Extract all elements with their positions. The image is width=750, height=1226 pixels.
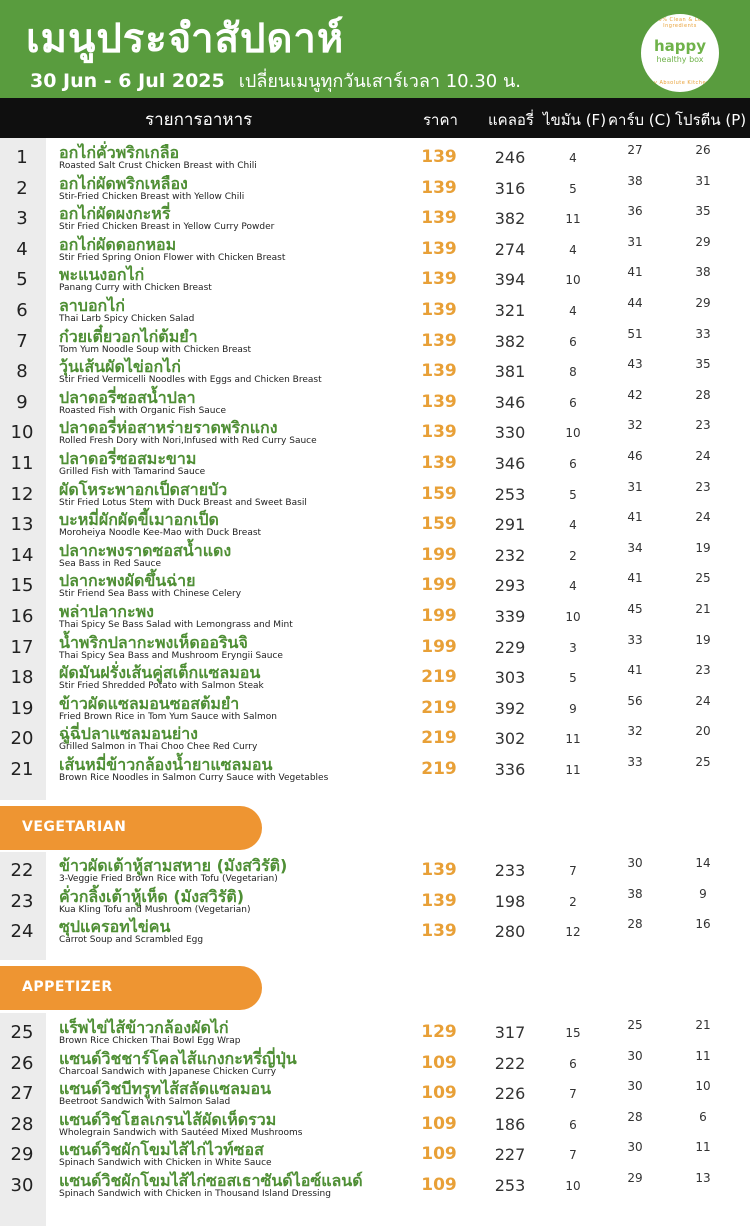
item-calories: 303 — [494, 668, 526, 687]
item-english-name: Beetroot Sandwich with Salmon Salad — [59, 1097, 231, 1107]
item-fat: 5 — [569, 488, 577, 502]
item-calories: 316 — [494, 179, 526, 198]
item-price: 219 — [421, 667, 457, 687]
item-carb: 41 — [627, 265, 643, 279]
item-carb: 25 — [627, 1018, 643, 1032]
item-price: 139 — [421, 300, 457, 320]
item-thai-name: บะหมี่ผักผัดขี้เมาอกเป็ด — [59, 510, 219, 529]
item-carb: 30 — [627, 1079, 643, 1093]
item-carb: 41 — [627, 663, 643, 677]
item-carb: 31 — [627, 235, 643, 249]
item-number: 5 — [16, 269, 28, 290]
item-thai-name: แร็พไข่ไส้ข้าวกล้องผัดไก่ — [59, 1018, 229, 1037]
item-number: 4 — [16, 239, 28, 260]
item-fat: 2 — [569, 549, 577, 563]
item-english-name: Thai Spicy Se Bass Salad with Lemongrass and Mint — [59, 620, 293, 630]
item-protein: 24 — [695, 449, 711, 463]
item-english-name: Panang Curry with Chicken Breast — [59, 283, 212, 293]
item-carb: 51 — [627, 327, 643, 341]
item-carb: 28 — [627, 1110, 643, 1124]
item-carb: 33 — [627, 633, 643, 647]
logo-sub: healthy box — [656, 55, 704, 64]
item-calories: 291 — [494, 515, 526, 534]
item-carb: 29 — [627, 1171, 643, 1185]
item-number: 24 — [10, 921, 34, 942]
item-price: 139 — [421, 891, 457, 911]
item-thai-name: ก๋วยเตี๋ยวอกไก่ต้มยำ — [59, 327, 198, 346]
item-protein: 24 — [695, 694, 711, 708]
change-note: เปลี่ยนเมนูทุกวันเสาร์เวลา 10.30 น. — [238, 71, 522, 92]
item-calories: 280 — [494, 922, 526, 941]
item-calories: 198 — [494, 892, 526, 911]
item-thai-name: ปลาดอรี่ซอสมะขาม — [59, 449, 197, 468]
section-banner — [0, 966, 262, 1010]
item-protein: 11 — [695, 1049, 711, 1063]
item-price: 219 — [421, 728, 457, 748]
item-calories: 317 — [494, 1023, 526, 1042]
item-fat: 2 — [569, 895, 577, 909]
item-fat: 7 — [569, 1087, 577, 1101]
item-number: 7 — [16, 331, 28, 352]
item-calories: 321 — [494, 301, 526, 320]
menu-row — [0, 1140, 750, 1170]
item-carb: 36 — [627, 204, 643, 218]
item-english-name: Spinach Sandwich with Chicken in White Sauce — [59, 1158, 272, 1168]
item-price: 199 — [421, 545, 457, 565]
item-protein: 14 — [695, 856, 711, 870]
item-english-name: Thai Spicy Sea Bass and Mushroom Eryngii Sauce — [59, 651, 283, 661]
menu-row — [0, 694, 750, 724]
item-carb: 33 — [627, 755, 643, 769]
item-english-name: Stir Fried Lotus Stem with Duck Breast and Sweet Basil — [59, 498, 307, 508]
item-thai-name: ผัดโหระพาอกเป็ดสายบัว — [59, 480, 228, 499]
item-protein: 25 — [695, 571, 711, 585]
item-calories: 227 — [494, 1145, 526, 1164]
item-fat: 6 — [569, 457, 577, 471]
menu-row — [0, 541, 750, 571]
item-fat: 3 — [569, 641, 577, 655]
item-price: 109 — [421, 1114, 457, 1134]
item-price: 139 — [421, 860, 457, 880]
item-calories: 339 — [494, 607, 526, 626]
item-calories: 346 — [494, 393, 526, 412]
item-english-name: Stir Fried Spring Onion Flower with Chicken Breast — [59, 253, 286, 263]
col-protein: โปรตีน (P) — [675, 111, 747, 129]
item-thai-name: วุ้นเส้นผัดไข่อกไก่ — [59, 357, 181, 376]
col-fat: ไขมัน (F) — [543, 111, 607, 129]
item-number: 21 — [10, 759, 34, 780]
item-fat: 10 — [565, 610, 581, 624]
menu-row — [0, 755, 750, 785]
item-fat: 4 — [569, 243, 577, 257]
item-thai-name: อกไก่ผัดผงกะหรี่ — [59, 204, 171, 223]
item-fat: 12 — [565, 925, 581, 939]
item-english-name: Spinach Sandwich with Chicken in Thousand Island Dressing — [59, 1189, 331, 1199]
item-fat: 5 — [569, 182, 577, 196]
item-calories: 382 — [494, 209, 526, 228]
item-fat: 10 — [565, 273, 581, 287]
item-number: 23 — [10, 891, 34, 912]
menu-row — [0, 480, 750, 510]
item-number: 13 — [10, 514, 34, 535]
item-thai-name: คั่วกลิ้งเต้าหู้เห็ด (มังสวิรัติ) — [59, 887, 245, 906]
item-fat: 10 — [565, 426, 581, 440]
item-thai-name: พะแนงอกไก่ — [59, 265, 145, 284]
item-carb: 30 — [627, 1049, 643, 1063]
item-english-name: Roasted Salt Crust Chicken Breast with Chili — [59, 161, 257, 171]
item-protein: 24 — [695, 510, 711, 524]
item-number: 2 — [16, 178, 28, 199]
item-price: 109 — [421, 1053, 457, 1073]
item-protein: 28 — [695, 388, 711, 402]
item-thai-name: อกไก่ผัดพริกเหลือง — [59, 174, 188, 193]
col-carb: คาร์บ (C) — [608, 111, 671, 129]
item-price: 109 — [421, 1144, 457, 1164]
menu-row — [0, 724, 750, 754]
item-english-name: Stir Fried Shredded Potato with Salmon Steak — [59, 681, 264, 691]
item-fat: 11 — [565, 732, 581, 746]
item-thai-name: แซนด์วิชโฮลเกรนไส้ผัดเห็ดรวม — [59, 1110, 277, 1129]
item-number: 10 — [10, 422, 34, 443]
item-carb: 32 — [627, 724, 643, 738]
item-protein: 31 — [695, 174, 711, 188]
item-fat: 4 — [569, 151, 577, 165]
menu-row — [0, 510, 750, 540]
item-calories: 302 — [494, 729, 526, 748]
menu-row — [0, 327, 750, 357]
item-carb: 45 — [627, 602, 643, 616]
item-carb: 41 — [627, 510, 643, 524]
item-protein: 10 — [695, 1079, 711, 1093]
item-price: 139 — [421, 422, 457, 442]
logo-ring-bottom: by Absolute Kitchen — [650, 80, 710, 86]
menu-row — [0, 357, 750, 387]
menu-row — [0, 1079, 750, 1109]
item-carb: 34 — [627, 541, 643, 555]
item-fat: 6 — [569, 335, 577, 349]
item-protein: 20 — [695, 724, 711, 738]
menu-row — [0, 1018, 750, 1048]
item-english-name: Sea Bass in Red Sauce — [59, 559, 161, 569]
item-fat: 6 — [569, 1118, 577, 1132]
item-number: 14 — [10, 545, 34, 566]
item-price: 199 — [421, 606, 457, 626]
item-fat: 15 — [565, 1026, 581, 1040]
item-number: 8 — [16, 361, 28, 382]
item-number: 15 — [10, 575, 34, 596]
item-protein: 33 — [695, 327, 711, 341]
item-calories: 222 — [494, 1054, 526, 1073]
menu-row — [0, 388, 750, 418]
item-price: 139 — [421, 361, 457, 381]
item-price: 139 — [421, 147, 457, 167]
item-thai-name: แซนด์วิชผักโขมไส้ไก่ซอสเธาซันด์ไอซ์แลนด์ — [59, 1171, 363, 1190]
item-number: 30 — [10, 1175, 34, 1196]
item-number: 19 — [10, 698, 34, 719]
menu-row — [0, 571, 750, 601]
menu-row — [0, 887, 750, 917]
item-thai-name: แซนด์วิชผักโขมไส้ไก่ไวท์ซอส — [59, 1140, 264, 1159]
item-english-name: Brown Rice Noodles in Salmon Curry Sauce with Vegetables — [59, 773, 329, 783]
section-title: APPETIZER — [22, 979, 113, 995]
item-carb: 44 — [627, 296, 643, 310]
menu-row — [0, 418, 750, 448]
item-carb: 43 — [627, 357, 643, 371]
item-price: 139 — [421, 331, 457, 351]
menu-row — [0, 174, 750, 204]
item-calories: 226 — [494, 1084, 526, 1103]
item-protein: 19 — [695, 541, 711, 555]
item-price: 109 — [421, 1083, 457, 1103]
item-english-name: Brown Rice Chicken Thai Bowl Egg Wrap — [59, 1036, 241, 1046]
section-title: VEGETARIAN — [22, 819, 127, 835]
item-price: 139 — [421, 921, 457, 941]
item-fat: 5 — [569, 671, 577, 685]
item-protein: 38 — [695, 265, 711, 279]
menu-row — [0, 204, 750, 234]
item-price: 159 — [421, 484, 457, 504]
item-english-name: Stir Fried Chicken Breast in Yellow Curry Powder — [59, 222, 275, 232]
item-english-name: Fried Brown Rice in Tom Yum Sauce with Salmon — [59, 712, 277, 722]
menu-row — [0, 917, 750, 947]
item-fat: 10 — [565, 1179, 581, 1193]
item-price: 219 — [421, 759, 457, 779]
item-calories: 336 — [494, 760, 526, 779]
item-thai-name: แซนด์วิชชาร์โคลไส้แกงกะหรี่ญี่ปุ่น — [59, 1049, 297, 1068]
item-number: 3 — [16, 208, 28, 229]
item-number: 9 — [16, 392, 28, 413]
item-english-name: Charcoal Sandwich with Japanese Chicken Curry — [59, 1067, 277, 1077]
col-item: รายการอาหาร — [145, 110, 253, 130]
item-english-name: Roasted Fish with Organic Fish Sauce — [59, 406, 226, 416]
item-english-name: Carrot Soup and Scrambled Egg — [59, 935, 204, 945]
logo-ring-top: 100% Clean & Lean Ingredients — [651, 17, 709, 29]
header-bar — [0, 0, 750, 98]
item-thai-name: แซนด์วิชบีทรูทไส้สลัดแซลมอน — [59, 1079, 272, 1098]
item-price: 139 — [421, 208, 457, 228]
item-protein: 23 — [695, 418, 711, 432]
item-number: 27 — [10, 1083, 34, 1104]
item-price: 129 — [421, 1022, 457, 1042]
date-line — [30, 66, 521, 95]
item-carb: 28 — [627, 917, 643, 931]
item-carb: 56 — [627, 694, 643, 708]
menu-row — [0, 265, 750, 295]
menu-row — [0, 633, 750, 663]
item-english-name: Stir Friend Sea Bass with Chinese Celery — [59, 589, 242, 599]
item-price: 219 — [421, 698, 457, 718]
col-price: ราคา — [423, 111, 458, 129]
item-number: 29 — [10, 1144, 34, 1165]
item-english-name: Stir Fried Vermicelli Noodles with Eggs and Chicken Breast — [59, 375, 322, 385]
item-calories: 232 — [494, 546, 526, 565]
item-number: 12 — [10, 484, 34, 505]
item-thai-name: น้ำพริกปลากะพงเห็ดออรินจิ — [59, 633, 248, 652]
item-fat: 11 — [565, 763, 581, 777]
item-fat: 4 — [569, 518, 577, 532]
item-number: 20 — [10, 728, 34, 749]
item-number: 22 — [10, 860, 34, 881]
item-carb: 38 — [627, 174, 643, 188]
item-protein: 29 — [695, 235, 711, 249]
item-carb: 38 — [627, 887, 643, 901]
item-fat: 4 — [569, 304, 577, 318]
menu-row — [0, 602, 750, 632]
item-fat: 9 — [569, 702, 577, 716]
item-carb: 27 — [627, 143, 643, 157]
menu-row — [0, 296, 750, 326]
item-thai-name: ปลาดอรี่ห่อสาหร่ายราดพริกแกง — [59, 418, 278, 437]
item-fat: 7 — [569, 864, 577, 878]
item-thai-name: พล่าปลากะพง — [59, 602, 154, 621]
item-english-name: Rolled Fresh Dory with Nori,Infused with Red Curry Sauce — [59, 436, 317, 446]
item-calories: 330 — [494, 423, 526, 442]
item-thai-name: ฉู่ฉี่ปลาแซลมอนย่าง — [59, 724, 198, 743]
item-calories: 382 — [494, 332, 526, 351]
date-range: 30 Jun - 6 Jul 2025 — [30, 70, 225, 92]
item-protein: 23 — [695, 480, 711, 494]
item-protein: 26 — [695, 143, 711, 157]
item-carb: 41 — [627, 571, 643, 585]
item-english-name: Kua Kling Tofu and Mushroom (Vegetarian) — [59, 905, 251, 915]
item-english-name: 3-Veggie Fried Brown Rice with Tofu (Vegetarian) — [59, 874, 278, 884]
item-english-name: Moroheiya Noodle Kee-Mao with Duck Breast — [59, 528, 262, 538]
item-thai-name: ปลากะพงผัดขึ้นฉ่าย — [59, 571, 196, 590]
column-header — [0, 98, 750, 138]
item-number: 6 — [16, 300, 28, 321]
item-number: 11 — [10, 453, 34, 474]
item-calories: 233 — [494, 861, 526, 880]
item-protein: 6 — [699, 1110, 707, 1124]
item-thai-name: เส้นหมี่ข้าวกล้องน้ำยาแซลมอน — [59, 755, 273, 774]
item-carb: 46 — [627, 449, 643, 463]
item-thai-name: ซุปแครอทไข่คน — [59, 917, 171, 936]
item-price: 159 — [421, 514, 457, 534]
item-fat: 8 — [569, 365, 577, 379]
item-english-name: Grilled Fish with Tamarind Sauce — [59, 467, 206, 477]
item-calories: 246 — [494, 148, 526, 167]
item-protein: 19 — [695, 633, 711, 647]
item-english-name: Grilled Salmon in Thai Choo Chee Red Curry — [59, 742, 258, 752]
brand-logo — [641, 14, 719, 92]
item-protein: 9 — [699, 887, 707, 901]
item-carb: 30 — [627, 1140, 643, 1154]
item-fat: 6 — [569, 1057, 577, 1071]
item-number: 16 — [10, 606, 34, 627]
item-number: 18 — [10, 667, 34, 688]
item-english-name: Tom Yum Noodle Soup with Chicken Breast — [59, 345, 252, 355]
item-thai-name: ข้าวผัดเต้าหู้สามสหาย (มังสวิรัติ) — [59, 856, 288, 875]
item-calories: 274 — [494, 240, 526, 259]
item-thai-name: อกไก่ผัดดอกหอม — [59, 235, 177, 254]
item-thai-name: ปลากะพงราดซอสน้ำแดง — [59, 541, 232, 560]
item-fat: 11 — [565, 212, 581, 226]
section-banner — [0, 806, 262, 850]
item-fat: 4 — [569, 579, 577, 593]
item-price: 139 — [421, 178, 457, 198]
logo-word: happy — [653, 37, 707, 55]
item-protein: 21 — [695, 1018, 711, 1032]
item-calories: 253 — [494, 1176, 526, 1195]
item-fat: 6 — [569, 396, 577, 410]
menu-row — [0, 449, 750, 479]
item-calories: 229 — [494, 638, 526, 657]
col-calories: แคลอรี่ — [488, 111, 534, 129]
item-english-name: Thai Larb Spicy Chicken Salad — [59, 314, 195, 324]
item-price: 139 — [421, 269, 457, 289]
item-thai-name: อกไก่คั่วพริกเกลือ — [59, 143, 180, 162]
item-protein: 25 — [695, 755, 711, 769]
item-protein: 23 — [695, 663, 711, 677]
item-carb: 42 — [627, 388, 643, 402]
item-protein: 21 — [695, 602, 711, 616]
item-calories: 381 — [494, 362, 526, 381]
item-price: 139 — [421, 453, 457, 473]
item-calories: 392 — [494, 699, 526, 718]
item-carb: 31 — [627, 480, 643, 494]
menu-row — [0, 235, 750, 265]
menu-row — [0, 856, 750, 886]
item-protein: 29 — [695, 296, 711, 310]
item-protein: 35 — [695, 204, 711, 218]
page-title: เมนูประจำสัปดาห์ — [26, 16, 345, 62]
menu-row — [0, 143, 750, 173]
item-thai-name: ลาบอกไก่ — [59, 296, 125, 315]
item-thai-name: ข้าวผัดแซลมอนซอสต้มยำ — [59, 694, 240, 713]
item-calories: 394 — [494, 270, 526, 289]
menu-row — [0, 1049, 750, 1079]
item-carb: 30 — [627, 856, 643, 870]
item-number: 1 — [16, 147, 28, 168]
item-fat: 7 — [569, 1148, 577, 1162]
item-carb: 32 — [627, 418, 643, 432]
item-calories: 253 — [494, 485, 526, 504]
item-english-name: Stir-Fried Chicken Breast with Yellow Chili — [59, 192, 245, 202]
item-thai-name: ปลาดอรี่ซอสน้ำปลา — [59, 388, 196, 407]
item-price: 199 — [421, 637, 457, 657]
item-calories: 346 — [494, 454, 526, 473]
item-number: 28 — [10, 1114, 34, 1135]
menu-row — [0, 663, 750, 693]
item-thai-name: ผัดมันฝรั่งเส้นคู่สเต็กแซลมอน — [59, 663, 261, 682]
item-number: 26 — [10, 1053, 34, 1074]
item-number: 25 — [10, 1022, 34, 1043]
item-price: 199 — [421, 575, 457, 595]
item-protein: 35 — [695, 357, 711, 371]
item-price: 139 — [421, 392, 457, 412]
item-price: 139 — [421, 239, 457, 259]
menu-row — [0, 1110, 750, 1140]
menu-row — [0, 1171, 750, 1201]
item-calories: 186 — [494, 1115, 526, 1134]
item-calories: 293 — [494, 576, 526, 595]
item-protein: 13 — [695, 1171, 711, 1185]
item-number: 17 — [10, 637, 34, 658]
item-protein: 11 — [695, 1140, 711, 1154]
item-protein: 16 — [695, 917, 711, 931]
item-english-name: Wholegrain Sandwich with Sautéed Mixed Mushrooms — [59, 1128, 303, 1138]
item-price: 109 — [421, 1175, 457, 1195]
